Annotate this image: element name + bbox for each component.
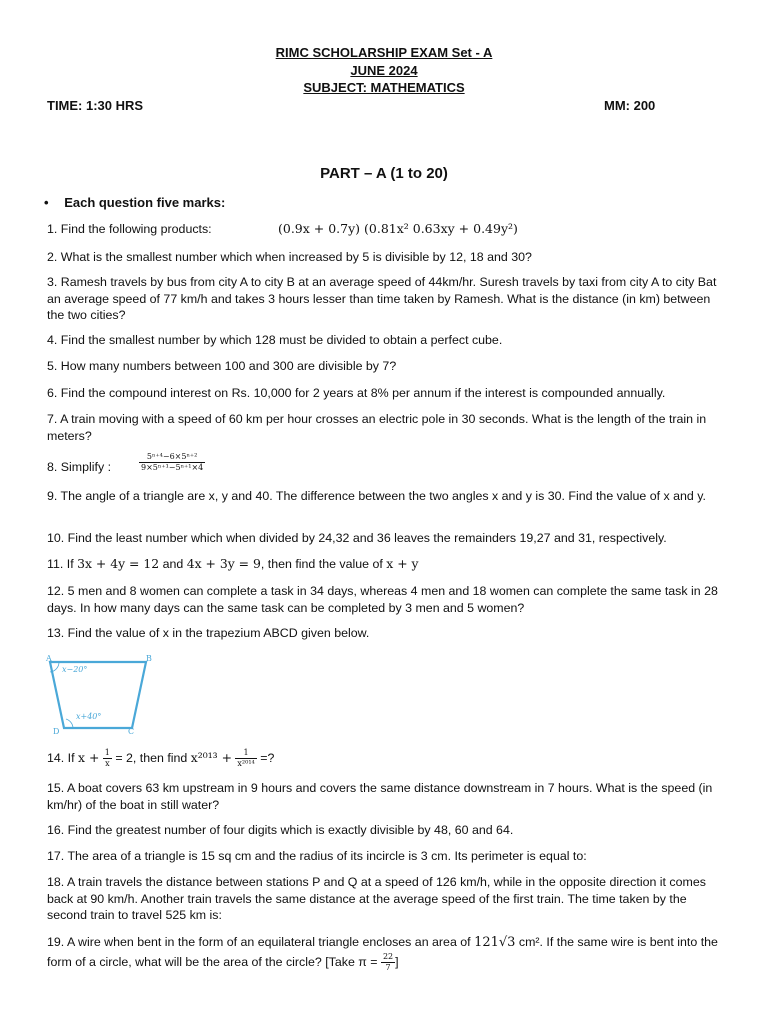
question-14-end: =? [260, 750, 275, 765]
exam-time: TIME: 1:30 HRS [47, 98, 144, 113]
angle-arc-d [66, 719, 73, 728]
question-14-fraction-2-numerator: 1 [235, 748, 256, 759]
question-15: 15. A boat covers 63 km upstream in 9 hours and covers the same distance downstream in 7 hours. What is the speed (in km/hr) of the boat in still water? [47, 781, 713, 812]
question-14-middle: = 2, then find [115, 750, 188, 765]
question-3: 3. Ramesh travels by bus from city A to city B at an average speed of 44km/hr. Suresh travels by taxi from city A to city Bat an average speed of 77 km/h and takes 3 hours lesser than time taken by Ramesh. What is the distance (in km) between the two cities? [47, 275, 717, 322]
question-14-power: x²⁰¹³ + [190, 749, 232, 765]
question-19-text-a: 19. A wire when bent in the form of an equilateral triangle encloses an area of [47, 935, 471, 949]
bullet-text: Each question five marks: [64, 195, 226, 210]
exam-marks: MM: 200 [604, 98, 656, 113]
question-1-text: 1. Find the following products: [47, 222, 212, 236]
question-8-numerator: 5ⁿ⁺⁴−6×5ⁿ⁺² [139, 452, 205, 463]
bullet-line [44, 195, 225, 210]
question-13: 13. Find the value of x in the trapezium ABCD given below. [47, 626, 370, 640]
question-14-fraction [103, 748, 112, 769]
question-12: 12. 5 men and 8 women can complete a task in 34 days, whereas 4 men and 18 women can complete the same task in 28 days. In how many days can the same task can be completed by 3 men and 5 women? [47, 584, 718, 615]
question-19-pi-denominator: 7 [385, 962, 391, 972]
trapezium-svg [40, 650, 160, 742]
question-14-fraction-denominator: x [105, 759, 110, 768]
question-2: 2. What is the smallest number which when increased by 5 is divisible by 12, 18 and 30? [47, 250, 532, 264]
part-title: PART – A (1 to 20) [320, 165, 448, 182]
question-11-equation-1: 3x + 4y = 12 [77, 556, 160, 571]
question-8-denominator: 9×5ⁿ⁺¹−5ⁿ⁺¹×4 [141, 463, 204, 472]
question-14-fraction-2-denominator: x²⁰¹⁴ [237, 759, 255, 768]
question-19 [47, 934, 727, 973]
question-9: 9. The angle of a triangle are x, y and 40. The difference between the two angles x and y is 30. Find the value of x and y. [47, 489, 706, 503]
question-11-and: and [162, 557, 184, 571]
question-8 [47, 452, 727, 482]
question-14-x: x + [78, 749, 100, 765]
question-7: 7. A train moving with a speed of 60 km per hour crosses an electric pole in 30 seconds. What is the length of the train in meters? [47, 412, 707, 443]
question-11 [47, 556, 727, 573]
question-17: 17. The area of a triangle is 15 sq cm and the radius of its incircle is 3 cm. Its perimeter is equal to: [47, 849, 587, 863]
label-b: B [146, 654, 152, 663]
question-16: 16. Find the greatest number of four digits which is exactly divisible by 48, 60 and 64. [47, 823, 514, 837]
label-c: C [128, 727, 135, 736]
question-14-fraction-2 [235, 748, 256, 769]
question-11-expression: x + y [386, 556, 419, 571]
question-11-prefix: 11. If [47, 557, 74, 571]
trapezium-figure [40, 650, 160, 742]
exam-title: RIMC SCHOLARSHIP EXAM Set - A [275, 45, 493, 60]
label-d: D [53, 727, 60, 736]
question-11-middle: , then find the value of [260, 557, 383, 571]
question-14-fraction-numerator: 1 [104, 748, 110, 757]
question-5: 5. How many numbers between 100 and 300 are divisible by 7? [47, 359, 397, 373]
exam-subject: SUBJECT: MATHEMATICS [303, 80, 465, 95]
bullet-icon: • [44, 195, 49, 210]
question-19-pi-fraction [381, 952, 395, 973]
question-1 [47, 221, 727, 238]
question-19-pi-numerator: 22 [382, 951, 394, 961]
question-8-fraction [139, 452, 205, 473]
question-6: 6. Find the compound interest on Rs. 10,000 for 2 years at 8% per annum if the interest is compounded annually. [47, 386, 666, 400]
label-a: A [46, 654, 52, 663]
exam-date: JUNE 2024 [350, 63, 418, 78]
question-10: 10. Find the least number which when divided by 24,32 and 36 leaves the remainders 19,27 and 31, respectively. [47, 531, 667, 545]
label-angle-top: x−20° [62, 665, 88, 674]
question-1-expression: (0.9x + 0.7y) (0.81x² 0.63xy + 0.49y²) [278, 221, 518, 236]
label-angle-bottom: x+40° [76, 712, 102, 721]
question-19-area: 121√3 [474, 935, 516, 950]
question-19-text-b: cm². If the same wire is bent into the form of a circle, what will be the area of the circle? [Take π = [47, 935, 718, 969]
question-18: 18. A train travels the distance between stations P and Q at a speed of 126 km/h, while in the opposite direction it comes back at 90 km/h. Another train travels the same distance at the average speed of the first train. The time taken by the second train to travel 525 km is: [47, 875, 706, 922]
question-4: 4. Find the smallest number by which 128 must be divided to obtain a perfect cube. [47, 333, 503, 347]
question-11-equation-2: 4x + 3y = 9 [186, 556, 261, 571]
question-19-text-c: ] [395, 954, 399, 969]
question-8-text: 8. Simplify : [47, 460, 112, 474]
question-14 [47, 748, 727, 772]
question-14-prefix: 14. If [47, 750, 75, 765]
